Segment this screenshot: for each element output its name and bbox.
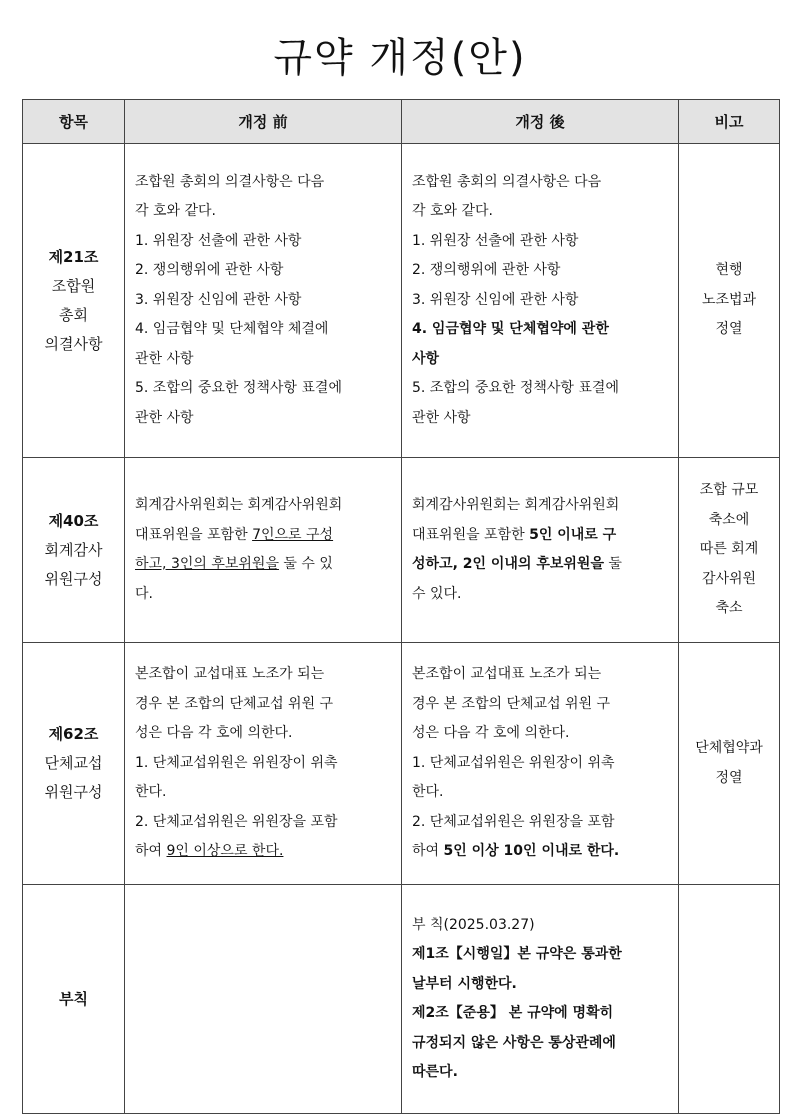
article-subject: 단체교섭 xyxy=(44,754,103,772)
item-cell xyxy=(23,885,125,1114)
text-line xyxy=(135,550,391,580)
article-number: 제21조 xyxy=(48,247,99,266)
text-line xyxy=(412,521,668,551)
note-line: 감사위원 xyxy=(701,570,757,587)
underlined-text: 하고, 3인의 후보위원을 xyxy=(135,556,279,572)
note-line: 따른 회계 xyxy=(699,541,759,558)
note-line: 정열 xyxy=(715,769,743,786)
text-line xyxy=(135,837,391,867)
text-fragment: 둘 xyxy=(603,556,622,572)
text-fragment: 대표위원을 포함한 xyxy=(412,526,530,543)
text-line: 각 호와 같다. xyxy=(135,203,216,220)
after-cell xyxy=(402,458,679,643)
text-line: 3. 위원장 신임에 관한 사항 xyxy=(412,291,579,308)
header-row xyxy=(23,100,780,144)
after-cell xyxy=(402,885,679,1114)
text-line: 2. 단체교섭위원은 위원장을 포함 xyxy=(412,813,615,830)
text-line: 4. 임금협약 및 단체협약 체결에 xyxy=(135,321,329,338)
changed-text-line: 날부터 시행한다. xyxy=(412,975,517,992)
text-line: 수 있다. xyxy=(412,585,462,602)
text-line: 5. 조합의 중요한 정책사항 표결에 xyxy=(135,380,342,397)
text-line: 본조합이 교섭대표 노조가 되는 xyxy=(135,666,325,683)
table-row-article-40 xyxy=(23,458,780,643)
article-subject: 의결사항 xyxy=(44,334,103,353)
underlined-text: 9인 이상으로 한다. xyxy=(166,843,284,860)
text-line: 부 칙(2025.03.27) xyxy=(412,916,535,933)
text-line: 2. 쟁의행위에 관한 사항 xyxy=(412,262,561,279)
changed-text-line: 규정되지 않은 사항은 통상관례에 xyxy=(412,1034,616,1051)
changed-text-line: 사항 xyxy=(412,350,440,367)
changed-text-line: 제1조【시행일】본 규약은 통과한 xyxy=(412,946,622,962)
underlined-text: 7인으로 구성 xyxy=(252,526,334,543)
note-line: 조합 규모 xyxy=(699,482,759,499)
text-line xyxy=(135,521,391,551)
item-cell xyxy=(23,458,125,643)
text-line: 다. xyxy=(135,585,153,602)
header-before: 개정 前 xyxy=(125,100,402,144)
note-line: 현행 xyxy=(715,262,743,279)
text-line: 한다. xyxy=(412,784,444,801)
article-number: 제40조 xyxy=(48,511,99,530)
note-line: 정열 xyxy=(715,321,743,338)
text-line: 2. 단체교섭위원은 위원장을 포함 xyxy=(135,813,338,830)
text-fragment: 대표위원을 포함한 xyxy=(135,526,253,543)
changed-text: 성하고, 2인 이내의 후보위원을 xyxy=(412,556,604,572)
before-cell xyxy=(125,885,402,1114)
article-number: 제62조 xyxy=(48,725,99,743)
article-subject: 위원구성 xyxy=(44,783,103,801)
note-line: 축소에 xyxy=(708,511,750,528)
text-line: 성은 다음 각 호에 의한다. xyxy=(135,725,293,742)
note-cell xyxy=(679,643,780,885)
note-line: 노조법과 xyxy=(701,291,757,308)
text-line: 한다. xyxy=(135,784,167,801)
note-cell xyxy=(679,885,780,1114)
changed-text-line: 제2조【준용】 본 규약에 명확히 xyxy=(412,1005,614,1021)
article-subject: 총회 xyxy=(59,305,88,324)
text-line: 1. 위원장 선출에 관한 사항 xyxy=(135,232,302,249)
changed-text: 5인 이상 10인 이내로 한다. xyxy=(443,843,620,860)
table-row-article-62 xyxy=(23,643,780,885)
text-fragment: 하여 xyxy=(135,843,167,860)
text-line: 1. 단체교섭위원은 위원장이 위촉 xyxy=(412,754,615,771)
item-cell xyxy=(23,643,125,885)
text-line: 회계감사위원회는 회계감사위원회 xyxy=(412,497,620,513)
article-subject: 위원구성 xyxy=(44,569,103,588)
text-line xyxy=(412,550,668,580)
text-line: 회계감사위원회는 회계감사위원회 xyxy=(135,497,343,513)
text-line: 조합원 총회의 의결사항은 다음 xyxy=(135,173,325,190)
article-subject: 조합원 xyxy=(51,276,96,295)
text-line: 관한 사항 xyxy=(135,350,194,367)
amendment-table xyxy=(22,99,780,1114)
text-line: 경우 본 조합의 단체교섭 위원 구 xyxy=(412,695,611,712)
changed-text-line: 4. 임금협약 및 단체협약에 관한 xyxy=(412,321,609,338)
changed-text-line: 따른다. xyxy=(412,1064,458,1080)
changed-text: 5인 이내로 구 xyxy=(529,526,617,543)
header-after: 개정 後 xyxy=(402,100,679,144)
note-cell xyxy=(679,458,780,643)
before-cell xyxy=(125,458,402,643)
note-cell xyxy=(679,144,780,458)
after-cell xyxy=(402,144,679,458)
note-line: 축소 xyxy=(715,600,743,617)
article-number: 부칙 xyxy=(59,989,88,1008)
text-line: 본조합이 교섭대표 노조가 되는 xyxy=(412,666,602,683)
article-subject: 회계감사 xyxy=(44,540,103,559)
text-line: 조합원 총회의 의결사항은 다음 xyxy=(412,173,602,190)
note-line: 단체협약과 xyxy=(695,740,763,756)
text-line: 1. 위원장 선출에 관한 사항 xyxy=(412,232,579,249)
document-title: 규약 개정(안) xyxy=(273,35,527,81)
text-line: 성은 다음 각 호에 의한다. xyxy=(412,725,570,742)
header-note: 비고 xyxy=(679,100,780,144)
text-line: 경우 본 조합의 단체교섭 위원 구 xyxy=(135,695,334,712)
text-line xyxy=(412,837,668,867)
header-item: 항목 xyxy=(23,100,125,144)
text-line: 5. 조합의 중요한 정책사항 표결에 xyxy=(412,380,619,397)
text-line: 관한 사항 xyxy=(412,409,471,426)
text-fragment: 하여 xyxy=(412,843,444,860)
text-line: 각 호와 같다. xyxy=(412,203,493,220)
text-line: 1. 단체교섭위원은 위원장이 위촉 xyxy=(135,754,338,771)
text-line: 관한 사항 xyxy=(135,409,194,426)
item-cell xyxy=(23,144,125,458)
table-row-addenda xyxy=(23,885,780,1114)
before-cell xyxy=(125,643,402,885)
table-row-article-21 xyxy=(23,144,780,458)
text-line: 2. 쟁의행위에 관한 사항 xyxy=(135,262,284,279)
before-cell xyxy=(125,144,402,458)
text-fragment: 둘 수 있 xyxy=(278,556,333,572)
after-cell xyxy=(402,643,679,885)
text-line: 3. 위원장 신임에 관한 사항 xyxy=(135,291,302,308)
